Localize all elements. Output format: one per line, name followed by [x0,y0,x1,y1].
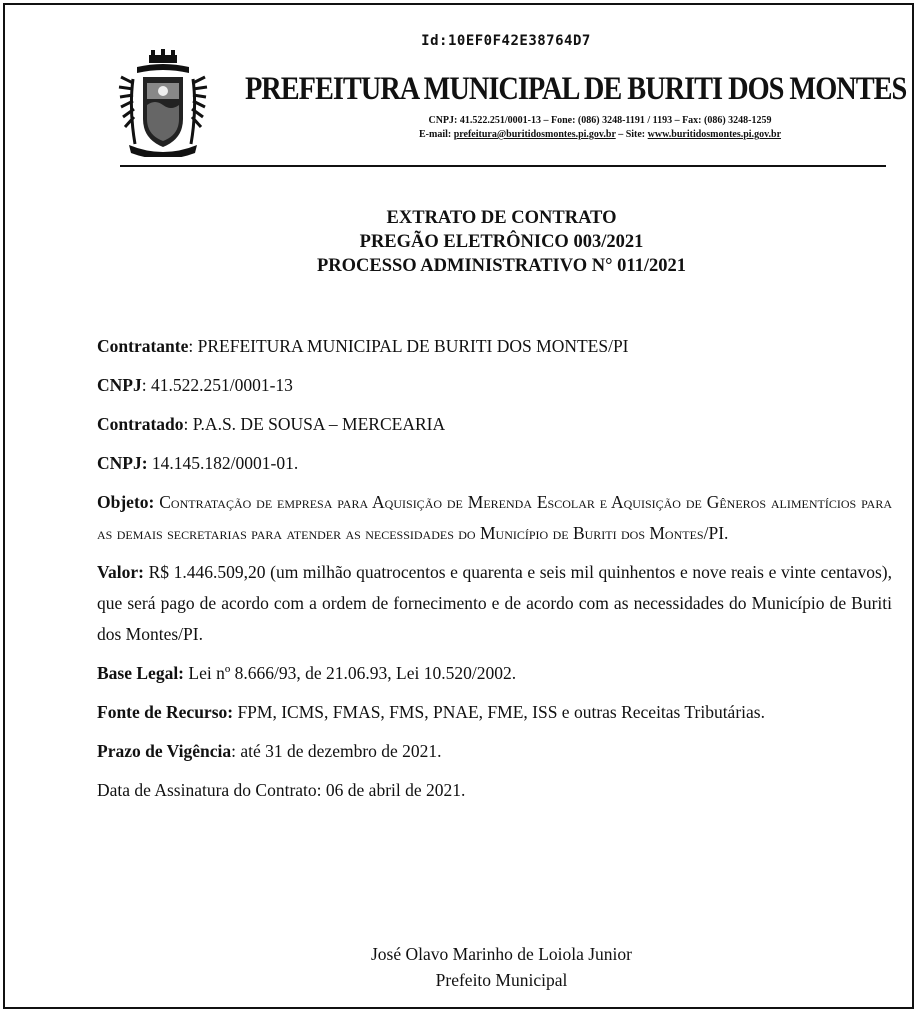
title-line-1: EXTRATO DE CONTRATO [386,208,617,228]
field-contratante [97,331,892,362]
field-label: Contratante [97,336,189,356]
field-cnpj-contratante [97,370,892,401]
email-link[interactable]: prefeitura@buritidosmontes.pi.gov.br [453,129,616,140]
organization-name: PREFEITURA MUNICIPAL DE BURITI DOS MONTES [245,71,907,107]
site-link[interactable]: www.buritidosmontes.pi.gov.br [647,129,782,140]
signatory-role: Prefeito Municipal [435,970,568,990]
field-value: : P.A.S. DE SOUSA – MERCEARIA [183,414,446,434]
field-base-legal [97,658,892,689]
field-valor [97,557,892,650]
field-value: 14.145.182/0001-01. [147,453,299,473]
header-divider [120,165,886,167]
field-value: : até 31 de dezembro de 2021. [231,741,442,761]
field-value: : PREFEITURA MUNICIPAL DE BURITI DOS MONTES/PI [188,336,629,356]
document-titles [5,206,912,278]
field-label: Base Legal: [97,663,185,683]
field-label: CNPJ: [97,453,148,473]
document-id: Id:10EF0F42E38764D7 [421,33,591,49]
field-label: CNPJ [97,375,142,395]
contact-email-site-line [245,129,900,140]
field-label: Prazo de Vigência [97,741,232,761]
title-line-2: PREGÃO ELETRÔNICO 003/2021 [359,232,644,252]
contact-line: CNPJ: 41.522.251/0001-13 – Fone: (086) 3248-1191 / 1193 – Fax: (086) 3248-1259 [428,115,772,126]
contract-details [97,331,892,814]
title-line-3: PROCESSO ADMINISTRATIVO N° 011/2021 [316,256,687,276]
signatory-name: José Olavo Marinho de Loiola Junior [371,944,632,964]
field-label: Fonte de Recurso: [97,702,234,722]
site-label: – Site: [615,129,648,140]
field-label: Contratado [97,414,184,434]
field-contratado [97,409,892,440]
email-label: E-mail: [418,129,454,140]
document-page [3,3,914,1009]
signature-block [5,941,912,993]
field-objeto [97,487,892,549]
field-prazo-vigencia [97,736,892,767]
field-value: Contratação de empresa para Aquisição de Merenda Escolar e Aquisição de Gêneros alimentícios para as demais secretarias para atender as necessidades do Município de Buriti dos Montes/PI. [97,492,892,543]
field-label: Objeto: [97,492,155,512]
field-value: : 41.522.251/0001-13 [141,375,293,395]
field-cnpj-contratado [97,448,892,479]
field-fonte-recurso [97,697,892,728]
field-value: Lei nº 8.666/93, de 21.06.93, Lei 10.520/2002. [184,663,517,683]
field-value: R$ 1.446.509,20 (um milhão quatrocentos e quarenta e seis mil quinhentos e nove reais e vinte centavos), que será pago de acordo com a ordem de fornecimento e de acordo com as necessidades do Município de Buriti dos Montes/PI. [97,562,892,644]
field-value: FPM, ICMS, FMAS, FMS, PNAE, FME, ISS e outras Receitas Tributárias. [233,702,765,722]
field-data-assinatura: Data de Assinatura do Contrato: 06 de abril de 2021. [97,780,466,800]
municipal-crest-icon [115,49,211,157]
field-label: Valor: [97,562,144,582]
